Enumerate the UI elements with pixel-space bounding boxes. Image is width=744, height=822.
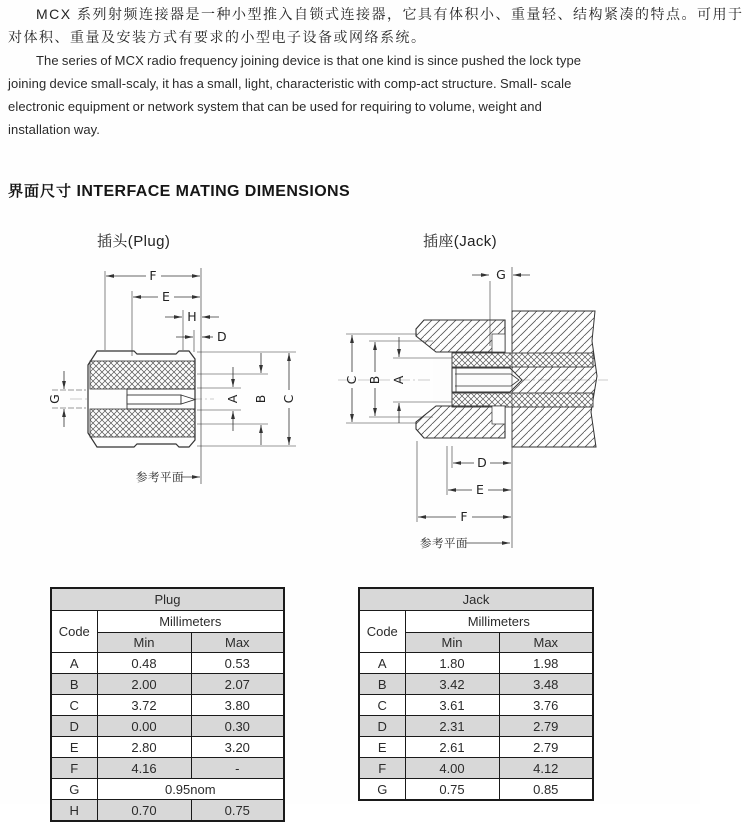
jack-dimensions-table [358, 587, 594, 801]
table-cell: 2.07 [191, 674, 284, 695]
plug-caption: 插头(Plug) [97, 233, 171, 250]
intro-cn-line: MCX 系列射频连接器是一种小型推入自锁式连接器，它具有体积小、重量轻、结构紧凑的特点。可用于 [36, 6, 744, 22]
table-cell: D [51, 716, 97, 737]
jack-ref-plane-label: 参考平面 [420, 536, 468, 550]
table-cell: 0.30 [191, 716, 284, 737]
plug-dim-label-H: H [187, 309, 197, 324]
jack-dim-label-G: G [496, 267, 506, 282]
plug-dim-label-B: B [253, 394, 268, 404]
table-row [359, 695, 593, 716]
table-cell: 2.31 [405, 716, 499, 737]
plug-ref-plane-label: 参考平面 [136, 470, 184, 484]
jack-unit-header: Millimeters [405, 611, 593, 633]
plug-dim-label-A: A [225, 394, 240, 404]
section-heading-cn: 界面尺寸 [8, 183, 73, 200]
table-cell: 0.70 [97, 800, 191, 822]
jack-dielectric-bottom [452, 393, 593, 407]
intro-en-line: The series of MCX radio frequency joining device is that one kind is since pushed the lock type [36, 53, 582, 68]
table-cell: 3.20 [191, 737, 284, 758]
table-cell: 4.00 [405, 758, 499, 779]
jack-dim-label-F: F [460, 509, 468, 524]
table-row [51, 695, 284, 716]
table-cell: 4.12 [499, 758, 593, 779]
table-row [359, 653, 593, 674]
plug-table-title: Plug [51, 588, 284, 611]
table-row [51, 800, 284, 822]
table-cell: E [359, 737, 405, 758]
plug-dim-label-G: G [47, 394, 62, 404]
jack-table-title: Jack [359, 588, 593, 611]
intro-en-line: installation way. [8, 122, 101, 137]
jack-bulkhead-block [512, 311, 597, 447]
table-cell: 3.76 [499, 695, 593, 716]
jack-snap-groove-top [492, 334, 505, 352]
plug-dim-label-F: F [149, 268, 157, 283]
table-cell: G [359, 779, 405, 801]
table-cell: 2.79 [499, 737, 593, 758]
table-cell: 3.61 [405, 695, 499, 716]
table-cell: 4.16 [97, 758, 191, 779]
jack-dim-label-A: A [391, 375, 406, 385]
table-cell: 0.00 [97, 716, 191, 737]
jack-dim-label-D: D [477, 455, 487, 470]
table-cell: G [51, 779, 97, 800]
jack-dim-label-C: C [344, 375, 359, 385]
table-row [51, 758, 284, 779]
table-cell: A [51, 653, 97, 674]
table-row [359, 674, 593, 695]
table-cell: 0.95nom [97, 779, 284, 800]
table-cell: A [359, 653, 405, 674]
jack-dim-label-E: E [476, 482, 484, 497]
table-cell: F [359, 758, 405, 779]
table-cell: B [359, 674, 405, 695]
table-cell: C [359, 695, 405, 716]
jack-caption: 插座(Jack) [423, 233, 498, 250]
section-heading-en: INTERFACE MATING DIMENSIONS [76, 183, 351, 200]
table-cell: 3.72 [97, 695, 191, 716]
table-row [51, 716, 284, 737]
plug-shield-hatch-bottom [90, 409, 195, 437]
table-cell: 3.80 [191, 695, 284, 716]
table-cell: 3.42 [405, 674, 499, 695]
plug-dim-D [176, 330, 213, 352]
table-cell: 1.80 [405, 653, 499, 674]
jack-code-header: Code [359, 611, 405, 653]
table-cell: 2.61 [405, 737, 499, 758]
table-cell: 0.75 [191, 800, 284, 822]
jack-snap-groove-bottom [492, 406, 505, 424]
table-row [51, 674, 284, 695]
plug-center-pin [127, 395, 181, 404]
intro-en-line: electronic equipment or network system that can be used for requiring to volume, weight and [8, 99, 542, 114]
table-row [359, 779, 593, 801]
table-row [51, 779, 284, 800]
table-cell: 0.75 [405, 779, 499, 801]
plug-unit-header: Millimeters [97, 611, 284, 633]
plug-shield-hatch-top [90, 361, 195, 389]
plug-code-header: Code [51, 611, 97, 653]
table-cell: C [51, 695, 97, 716]
table-cell: - [191, 758, 284, 779]
plug-max-header: Max [191, 633, 284, 653]
plug-dim-label-D: D [217, 329, 227, 344]
plug-dimensions-table [50, 587, 285, 822]
intro-en-line: joining device small-scaly, it has a small, light, characteristic with comp-act structure. Small- scale [8, 76, 572, 91]
table-row [51, 653, 284, 674]
table-cell: D [359, 716, 405, 737]
table-cell: 1.98 [499, 653, 593, 674]
table-row [51, 737, 284, 758]
table-cell: 3.48 [499, 674, 593, 695]
jack-dielectric-top [452, 353, 593, 367]
section-heading [8, 180, 350, 201]
jack-max-header: Max [499, 633, 593, 653]
table-cell: 0.48 [97, 653, 191, 674]
table-cell: 2.80 [97, 737, 191, 758]
table-cell: H [51, 800, 97, 822]
table-row [359, 716, 593, 737]
table-cell: E [51, 737, 97, 758]
table-cell: 2.00 [97, 674, 191, 695]
plug-dim-label-C: C [281, 394, 296, 404]
jack-diagram [330, 255, 620, 555]
table-cell: 0.85 [499, 779, 593, 801]
jack-center-contact [452, 368, 522, 392]
plug-min-header: Min [97, 633, 191, 653]
table-cell: F [51, 758, 97, 779]
plug-diagram [0, 250, 340, 500]
plug-body [88, 351, 195, 447]
jack-min-header: Min [405, 633, 499, 653]
table-cell: 2.79 [499, 716, 593, 737]
jack-dim-label-B: B [367, 375, 382, 385]
table-row [359, 758, 593, 779]
table-cell: B [51, 674, 97, 695]
table-cell: 0.53 [191, 653, 284, 674]
table-row [359, 737, 593, 758]
plug-dim-label-E: E [162, 289, 170, 304]
intro-cn-line: 对体积、重量及安装方式有要求的小型电子设备或网络系统。 [8, 29, 427, 45]
